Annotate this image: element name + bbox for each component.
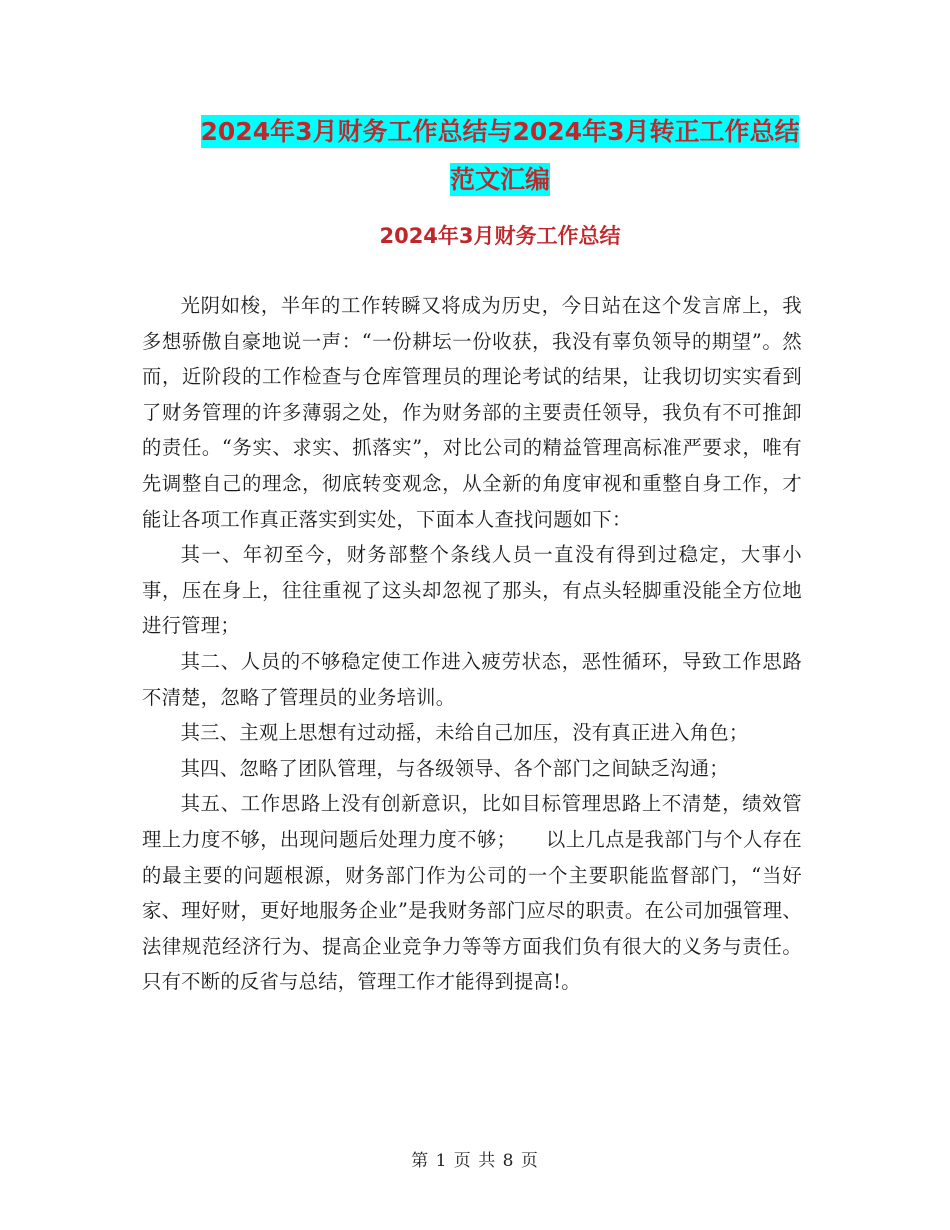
document-title	[140, 108, 860, 204]
document-title-line-1: 2024年3月财务工作总结与2024年3月转正工作总结	[200, 117, 800, 146]
document-title-line-2: 范文汇编	[449, 165, 550, 194]
page-footer: 第 1 页 共 8 页	[411, 1151, 539, 1171]
paragraph-issue-3: 其三、主观上思想有过动摇，未给自己加压，没有真正进入角色；	[180, 721, 749, 745]
section-title: 2024年3月财务工作总结	[379, 224, 621, 248]
document-body	[142, 288, 802, 1000]
paragraph-issue-5: 其五、工作思路上没有创新意识，比如目标管理思路上不清楚，绩效管理上力度不够，出现问题后处理力度不够； 以上几点是我部门与个人存在的最主要的问题根源，财务部门作为公司的一个主要职能监督部门，“当好家、理好财，更好地服务企业”是我财务部门应尽的职责。在公司加强管理、法律规范经济行为、提高企业竞争力等等方面我们负有很大的义务与责任。只有不断的反省与总结，管理工作才能得到提高!。	[142, 792, 802, 994]
paragraph-issue-4: 其四、忽略了团队管理，与各级领导、各个部门之间缺乏沟通；	[180, 756, 729, 780]
paragraph-issue-2: 其二、人员的不够稳定使工作进入疲劳状态，恶性循环，导致工作思路不清楚，忽略了管理员的业务培训。	[142, 649, 802, 709]
paragraph-issue-1: 其一、年初至今，财务部整个条线人员一直没有得到过稳定，大事小事，压在身上，往往重视了这头却忽视了那头，有点头轻脚重没能全方位地进行管理；	[142, 543, 802, 638]
paragraph-intro: 光阴如梭，半年的工作转瞬又将成为历史，今日站在这个发言席上，我多想骄傲自豪地说一声：“一份耕坛一份收获，我没有辜负领导的期望”。然而，近阶段的工作检查与仓库管理员的理论考试的结果，让我切切实实看到了财务管理的许多薄弱之处，作为财务部的主要责任领导，我负有不可推卸的责任。“务实、求实、抓落实”，对比公司的精益管理高标准严要求，唯有先调整自己的理念，彻底转变观念，从全新的角度审视和重整自身工作，才能让各项工作真正落实到实处，下面本人查找问题如下：	[142, 294, 802, 531]
